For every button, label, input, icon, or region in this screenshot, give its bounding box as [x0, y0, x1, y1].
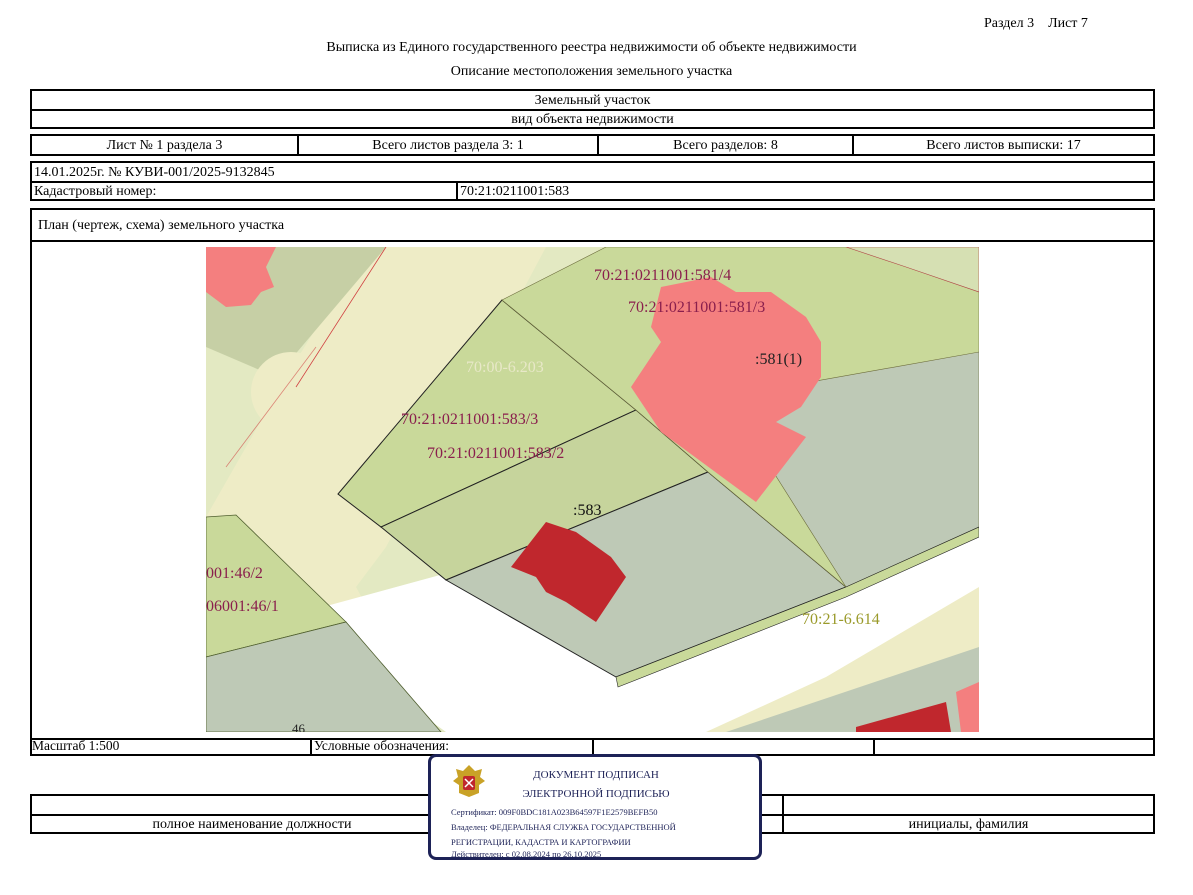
stamp-valid: Действителен: с 02.08.2024 по 26.10.2025 — [451, 849, 602, 859]
emblem-icon — [449, 761, 489, 801]
label-581-4: 70:21:0211001:581/4 — [594, 267, 732, 284]
sheet-number: Лист № 1 раздела 3 — [106, 138, 223, 153]
record-box — [30, 161, 1155, 201]
total-sections: Всего разделов: 8 — [673, 138, 778, 153]
label-6-203: 70:00-6.203 — [466, 359, 544, 376]
label-583-3: 70:21:0211001:583/3 — [401, 411, 539, 428]
sheets-row — [30, 134, 1155, 156]
stamp-cert: Сертификат: 009F0BDC181A023B64597F1E2579BEFB50 — [451, 807, 658, 817]
record-date-number: 14.01.2025г. № КУВИ-001/2025-9132845 — [34, 165, 275, 180]
total-extract-sheets: Всего листов выписки: 17 — [926, 138, 1081, 153]
position-caption: полное наименование должности — [152, 817, 352, 832]
label-583: :583 — [573, 502, 602, 519]
parcel-map — [206, 247, 979, 732]
stamp-line2: ЭЛЕКТРОННОЙ ПОДПИСЬЮ — [522, 788, 670, 800]
label-581-1: :581(1) — [755, 351, 803, 368]
label-583-2: 70:21:0211001:583/2 — [427, 445, 565, 462]
legend-label: Условные обозначения: — [314, 738, 450, 753]
document-subtitle: Описание местоположения земельного участка — [450, 64, 733, 79]
e-signature-stamp — [428, 754, 762, 860]
document-title: Выписка из Единого государственного реестра недвижимости об объекте недвижимости — [326, 40, 857, 55]
stamp-owner2: РЕГИСТРАЦИИ, КАДАСТРА И КАРТОГРАФИИ — [451, 837, 631, 847]
label-581-3: 70:21:0211001:581/3 — [628, 299, 766, 316]
stamp-line1: ДОКУМЕНТ ПОДПИСАН — [533, 769, 659, 781]
scale-label: Масштаб 1:500 — [32, 738, 120, 753]
label-46-2: 001:46/2 — [206, 565, 263, 582]
object-type-caption: вид объекта недвижимости — [511, 112, 674, 127]
name-caption: инициалы, фамилия — [908, 817, 1029, 832]
stamp-owner1: Владелец: ФЕДЕРАЛЬНАЯ СЛУЖБА ГОСУДАРСТВЕННОЙ — [451, 822, 676, 832]
object-type-box — [30, 89, 1155, 129]
plan-caption: План (чертеж, схема) земельного участка — [38, 218, 285, 233]
cadastral-label: Кадастровый номер: — [34, 184, 157, 199]
section-sheet-label: Раздел 3 Лист 7 — [984, 16, 1088, 31]
object-type: Земельный участок — [534, 93, 651, 108]
label-6-614: 70:21-6.614 — [802, 611, 880, 628]
total-section-sheets: Всего листов раздела 3: 1 — [372, 138, 524, 153]
label-46-1: 06001:46/1 — [206, 598, 279, 615]
label-46: 46 — [292, 721, 305, 732]
cadastral-number: 70:21:0211001:583 — [460, 184, 570, 199]
